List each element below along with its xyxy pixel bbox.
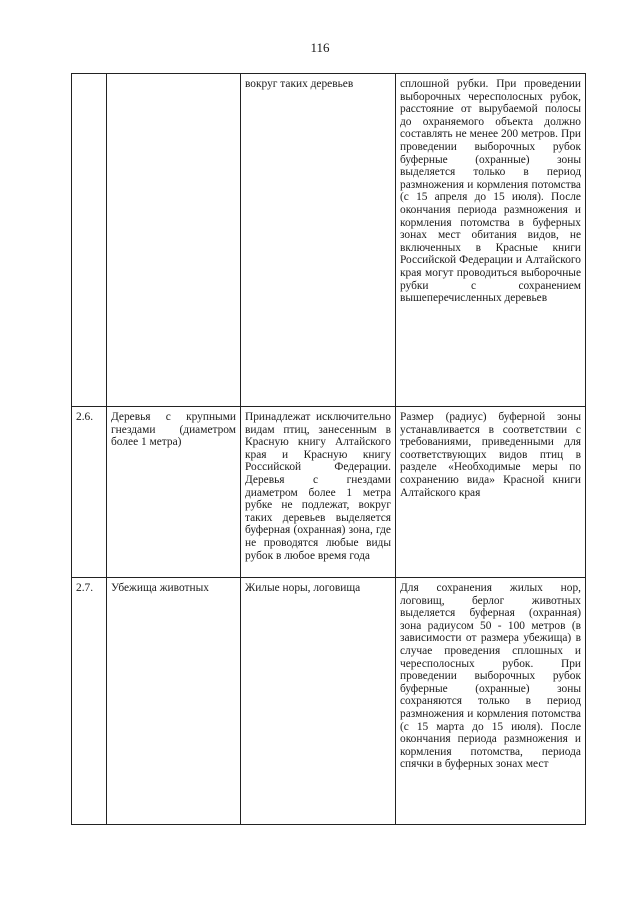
document-table (71, 73, 586, 825)
cell-object (107, 74, 241, 407)
cell-requirements: сплошной рубки. При проведении выборочных чересполосных рубок, расстояние от вырубаемой полосы до охраняемого объекта должно составлять не менее 200 метров. При проведении выборочных рубок буферные (охранные) зоны выделяется только в период размножения и кормления потомства (с 15 апреля до 15 июля). После окончания периода размножения и кормления потомства в буферных зонах мест обитания видов, не включенных в Красные книги Российской Федерации и Алтайского края могут проводиться выборочные рубки с сохранением вышеперечисленных деревьев (396, 74, 586, 407)
table-row (72, 407, 586, 578)
cell-number: 2.7. (72, 578, 107, 825)
cell-number: 2.6. (72, 407, 107, 578)
cell-requirements: Размер (радиус) буферной зоны устанавливается в соответствии с требованиями, приведенными для соответствующих видов птиц в разделе «Необходимые меры по сохранению вида» Красной книги Алтайского края (396, 407, 586, 578)
page-number: 116 (310, 40, 330, 55)
cell-object: Деревья с крупными гнездами (диаметром более 1 метра) (107, 407, 241, 578)
cell-description: вокруг таких деревьев (241, 74, 396, 407)
table-row (72, 74, 586, 407)
cell-description: Принадлежат исключительно видам птиц, занесенным в Красную книгу Алтайского края и Красную книгу Российской Федерации. Деревья с гнездами диаметром более 1 метра рубке не подлежат, вокруг таких деревьев выделяется буферная (охранная) зона, где не проводятся любые виды рубок в любое время года (241, 407, 396, 578)
cell-requirements: Для сохранения жилых нор, логовищ, берлог животных выделяется буферная (охранная) зона радиусом 50 - 100 метров (в зависимости от размера убежища) в случае проведения сплошных и чересполосных рубок. При проведении выборочных рубок буферные (охранные) зоны сохраняются только в период размножения и кормления потомства (с 15 марта до 15 июля). После окончания периода размножения и кормления потомства, периода спячки в буферных зонах мест (396, 578, 586, 825)
table-row (72, 578, 586, 825)
cell-object: Убежища животных (107, 578, 241, 825)
cell-description: Жилые норы, логовища (241, 578, 396, 825)
cell-number (72, 74, 107, 407)
